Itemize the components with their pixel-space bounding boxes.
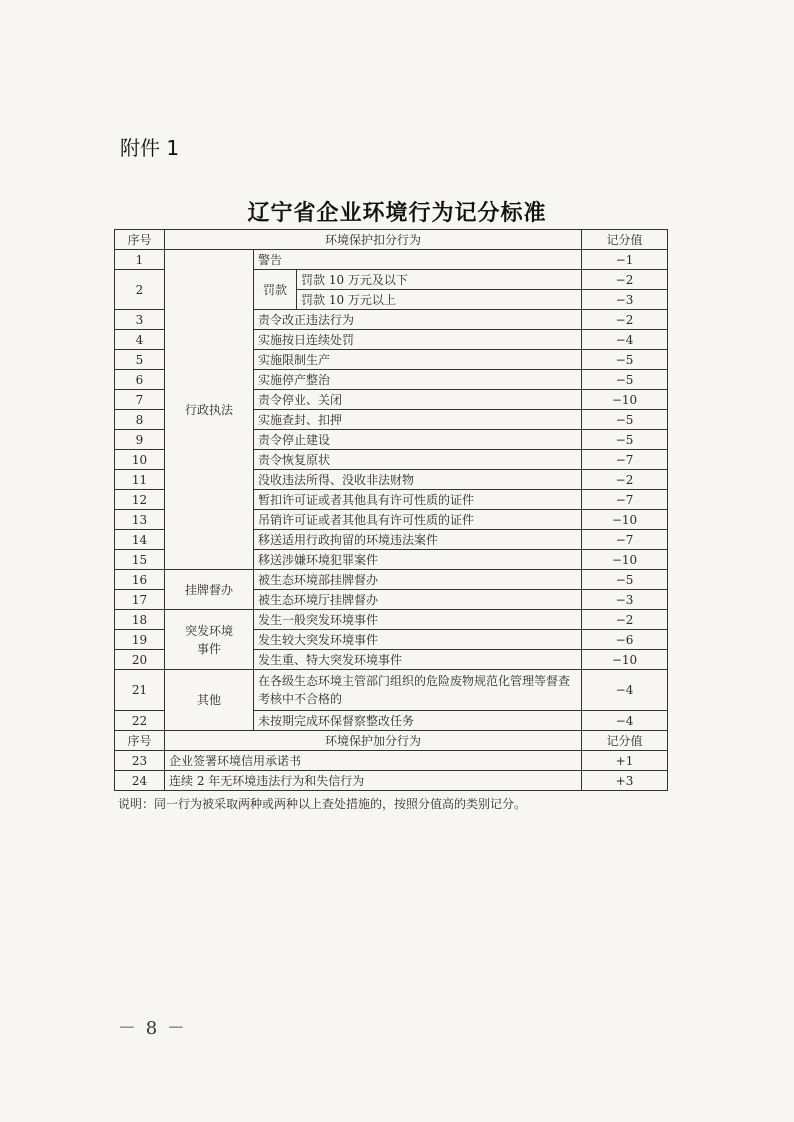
- add-header-score: 记分值: [582, 731, 668, 751]
- table-row: 5 实施限制生产 −5: [115, 350, 668, 370]
- group-sudden-incident: 突发环境事件: [165, 610, 254, 670]
- table-row: 14 移送适用行政拘留的环境违法案件 −7: [115, 530, 668, 550]
- table-row: 6 实施停产整治 −5: [115, 370, 668, 390]
- add-header-row: [115, 731, 668, 751]
- table-row: 11 没收违法所得、没收非法财物 −2: [115, 470, 668, 490]
- table-row: 7 责令停业、关闭 −10: [115, 390, 668, 410]
- table-row: 15 移送涉嫌环境犯罪案件 −10: [115, 550, 668, 570]
- table-row: 20 发生重、特大突发环境事件 −10: [115, 650, 668, 670]
- table-row: 12 暂扣许可证或者其他具有许可性质的证件 −7: [115, 490, 668, 510]
- table-row: 10 责令恢复原状 −7: [115, 450, 668, 470]
- table-row: 2 罚款 罚款 10 万元及以下 −2: [115, 270, 668, 290]
- score-standard-table: [114, 229, 668, 791]
- table-row: 8 实施查封、扣押 −5: [115, 410, 668, 430]
- header-no: 序号: [115, 230, 165, 250]
- table-row: 23 企业签署环境信用承诺书 +1: [115, 751, 668, 771]
- table-row: 罚款 10 万元以上 −3: [115, 290, 668, 310]
- table-row: 13 吊销许可证或者其他具有许可性质的证件 −10: [115, 510, 668, 530]
- table-row: 1 行政执法 警告 −1: [115, 250, 668, 270]
- table-row: 4 实施按日连续处罚 −4: [115, 330, 668, 350]
- table-row: 3 责令改正违法行为 −2: [115, 310, 668, 330]
- add-header-no: 序号: [115, 731, 165, 751]
- group-listed-supervision: 挂牌督办: [165, 570, 254, 610]
- table-row: 21 其他 在各级生态环境主管部门组织的危险废物规范化管理等督查考核中不合格的 −4: [115, 670, 668, 711]
- attachment-label: 附件 1: [120, 136, 180, 160]
- table-row: 16 挂牌督办 被生态环境部挂牌督办 −5: [115, 570, 668, 590]
- header-score: 记分值: [582, 230, 668, 250]
- table-row: 24 连续 2 年无环境违法行为和失信行为 +3: [115, 771, 668, 791]
- table-row: 9 责令停止建设 −5: [115, 430, 668, 450]
- table-row: 18 突发环境事件 发生一般突发环境事件 −2: [115, 610, 668, 630]
- table-row: 19 发生较大突发环境事件 −6: [115, 630, 668, 650]
- header-add-behavior: 环境保护加分行为: [165, 731, 582, 751]
- header-deduct-behavior: 环境保护扣分行为: [165, 230, 582, 250]
- table-note: 说明：同一行为被采取两种或两种以上查处措施的，按照分值高的类别记分。: [118, 797, 527, 811]
- group-admin-enforcement: 行政执法: [165, 250, 254, 570]
- group-other: 其他: [165, 670, 254, 731]
- fine-label: 罚款: [254, 270, 297, 310]
- page-title: 辽宁省企业环境行为记分标准: [247, 201, 547, 226]
- table-row: 22 未按期完成环保督察整改任务 −4: [115, 711, 668, 731]
- page-number: － 8 －: [118, 1018, 187, 1039]
- table-row: 17 被生态环境厅挂牌督办 −3: [115, 590, 668, 610]
- deduct-header-row: [115, 230, 668, 250]
